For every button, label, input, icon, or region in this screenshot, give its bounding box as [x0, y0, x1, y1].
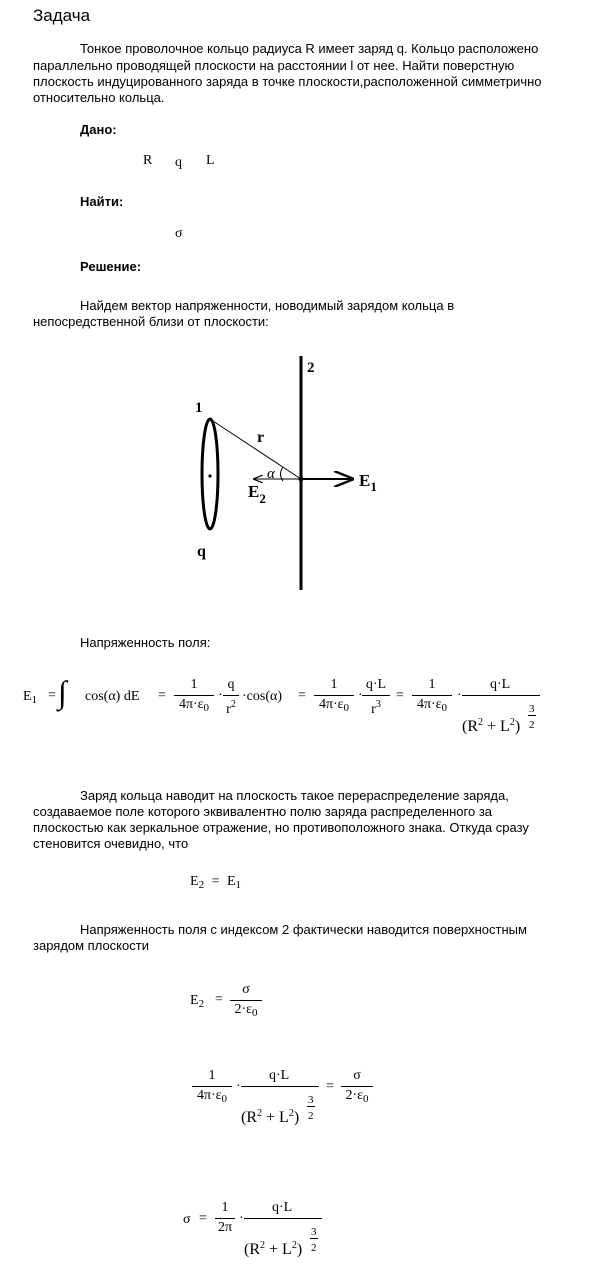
mirror-line-1: Заряд кольца наводит на плоскость такое перераспределение заряда,	[80, 788, 509, 803]
intro-line-1: Найдем вектор напряженности, новодимый зарядом кольца в	[80, 298, 455, 313]
eq5-frac-b: q·L $(R^2 + L^2)$ 3 2	[244, 1200, 324, 1280]
eq1-frac-f: q·L $(R^2 + L^2)$ 3 2	[462, 677, 542, 757]
given-label: Дано:	[80, 122, 117, 137]
label-r: r	[257, 429, 265, 446]
eq5-frac-a: 1 2π	[213, 1200, 237, 1236]
eq4-frac-c: σ $2\cdot\varepsilon_0$	[339, 1068, 375, 1107]
label-plane: 2	[307, 360, 315, 376]
label-e1: $E_1$	[359, 471, 377, 494]
problem-line-3: плоскость индуцированного заряда в точке плоскости,расположенной симметрично	[33, 74, 542, 89]
surface-line-1: Напряженность поля с индексом 2 фактически наводится поверхностным	[80, 922, 527, 937]
eq3-frac: σ $2\cdot\varepsilon_0$	[228, 982, 264, 1021]
equation-e1: $E_1$ = ∫ cos(α) dE = 1 $4\pi\cdot\varepsilon_0$ · q $r^2$ ·cos(α) = 1 $4\pi\cdot\varepsilon_0$ · q·L $r^3$ = 1 $4\pi\cdot\varepsilon_0$ · q·L $(R^2 + L^2)$ 3 2	[0, 660, 616, 760]
eq1-equals-2: =	[158, 688, 166, 703]
equation-sigma-result: σ = 1 2π · q·L $(R^2 + L^2)$ 3 2	[0, 1194, 616, 1280]
problem-line-1: Тонкое проволочное кольцо радиуса R имеет заряд q. Кольцо расположено	[80, 41, 539, 56]
find-var-sigma: σ	[175, 226, 183, 241]
eq4-equals: =	[326, 1079, 334, 1094]
label-ring: 1	[195, 400, 203, 416]
find-label: Найти:	[80, 194, 124, 209]
label-e2: $E_2$	[248, 482, 266, 506]
given-var-q: q	[175, 155, 182, 170]
mirror-line-2: создаваемое поле которого эквивалентно полю заряда распределенного за	[33, 804, 493, 819]
given-var-R: R	[143, 153, 153, 168]
eq1-frac-c: 1 $4\pi\cdot\varepsilon_0$	[312, 677, 356, 716]
observation-point	[299, 477, 304, 482]
ring-plane-diagram	[0, 340, 616, 600]
intro-line-2: непосредственной близи от плоскости:	[33, 314, 269, 329]
eq1-frac-d: q·L $r^3$	[362, 677, 390, 718]
eq5-equals: =	[199, 1211, 207, 1226]
solution-label: Решение:	[80, 259, 142, 274]
eq1-frac-b: q $r^2$	[221, 677, 241, 718]
wire-ring	[202, 419, 218, 529]
eq5-lhs: σ	[183, 1212, 191, 1227]
eq1-equals-3: =	[298, 688, 306, 703]
eq1-lhs: $E_1$	[23, 689, 38, 706]
surface-line-2: зарядом плоскости	[33, 938, 149, 953]
mirror-line-4: стеновится очевидно, что	[33, 836, 189, 851]
given-var-L: L	[206, 153, 215, 168]
eq3-lhs: $E_2$	[190, 993, 205, 1010]
eq1-cos: ·cos(α)	[242, 689, 282, 704]
eq1-frac-a: 1 $4\pi\cdot\varepsilon_0$	[172, 677, 216, 716]
field-label: Напряженность поля:	[80, 635, 211, 650]
eq1-equals-4: =	[396, 688, 404, 703]
page-title: Задача	[33, 6, 91, 25]
equation-e2-sigma	[0, 980, 616, 1030]
label-q: q	[197, 543, 206, 560]
eq3-equals: =	[215, 992, 223, 1007]
eq1-equals-1: =	[48, 688, 56, 703]
eq1-integral: ∫	[58, 674, 67, 710]
label-alpha: α	[267, 466, 275, 482]
eq4-frac-b: q·L $(R^2 + L^2)$ 3 2	[241, 1068, 321, 1148]
mirror-line-3: плоскостью как зеркальное отражение, но противоположного знака. Откуда сразу	[33, 820, 529, 835]
r-line	[210, 419, 301, 479]
eq4-frac-a: 1 $4\pi\cdot\varepsilon_0$	[190, 1068, 234, 1107]
equation-balance: 1 $4\pi\cdot\varepsilon_0$ · q·L $(R^2 + L^2)$ 3 2 = σ $2\cdot\varepsilon_0$	[0, 1066, 616, 1156]
eq1-frac-e: 1 $4\pi\cdot\varepsilon_0$	[410, 677, 454, 716]
problem-line-2: параллельно проводящей плоскости на расстоянии l от нее. Найти поверстную	[33, 58, 515, 73]
ring-center	[208, 474, 211, 477]
equation-e2-equals-e1: $E_2 = E_1$	[190, 874, 242, 891]
problem-line-4: относительно кольца.	[33, 90, 165, 105]
eq1-cos-de: cos(α) dE	[85, 689, 140, 704]
